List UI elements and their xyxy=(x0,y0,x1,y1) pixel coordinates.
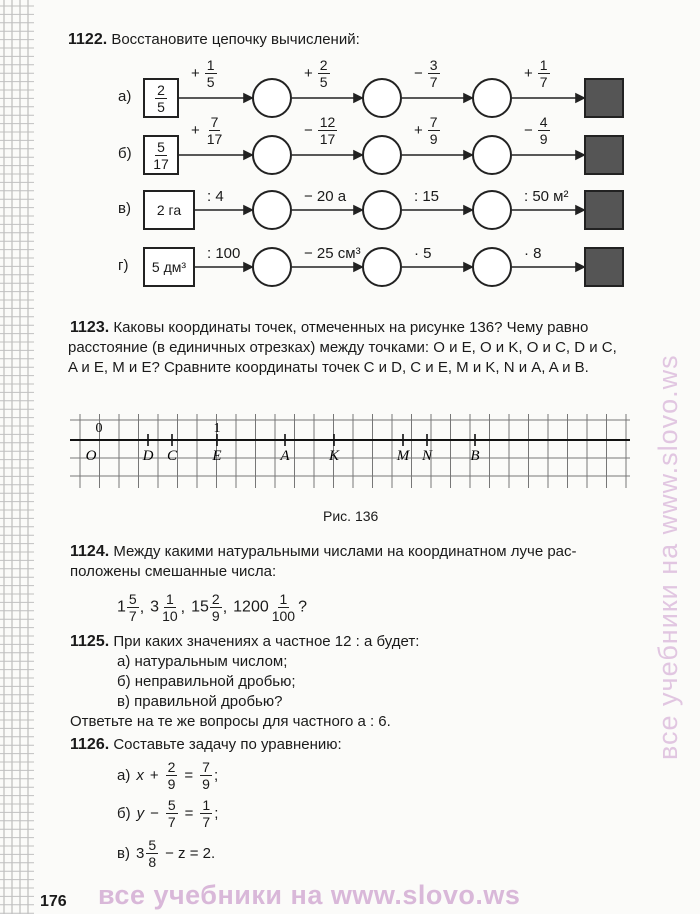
task-line: расстояние (в единичных отрезках) между точками: O и E, O и K, O и C, D и C, xyxy=(68,339,617,356)
operation-sign: − xyxy=(524,122,533,139)
task-1123 xyxy=(70,318,617,378)
empty-circle xyxy=(362,190,402,230)
fraction xyxy=(166,798,178,829)
numerator: 2 xyxy=(167,759,176,775)
end-mark: ; xyxy=(214,804,219,822)
equation xyxy=(117,838,215,869)
follow-up: Ответьте на те же вопросы для частного a : 6. xyxy=(70,713,391,730)
fraction xyxy=(205,115,225,146)
tick-zero: 0 xyxy=(95,421,103,436)
operation xyxy=(191,115,225,146)
question-mark: ? xyxy=(298,598,307,616)
numerator: 1 xyxy=(279,591,288,607)
point-label: O xyxy=(85,448,97,464)
operation: : 4 xyxy=(207,188,224,205)
equation-label: в) xyxy=(117,844,130,862)
denominator: 7 xyxy=(128,608,137,624)
fraction xyxy=(428,58,440,89)
item: б) неправильной дробью; xyxy=(117,673,296,690)
end-mark: ; xyxy=(213,766,219,784)
operation: : 50 м² xyxy=(524,188,569,205)
operation xyxy=(304,115,338,146)
answer-box xyxy=(584,135,624,175)
point-label: K xyxy=(328,448,340,464)
operation xyxy=(304,58,331,89)
numerator: 1 xyxy=(206,57,215,73)
answer-box xyxy=(584,190,624,230)
point-label: A xyxy=(280,448,290,464)
numerator: 5 xyxy=(148,837,157,853)
mixed-number-whole: 1 xyxy=(117,598,126,616)
operation xyxy=(524,115,551,146)
empty-circle xyxy=(362,78,402,118)
fraction xyxy=(166,760,178,791)
fraction xyxy=(428,115,440,146)
task-number: 1124. xyxy=(70,543,110,560)
empty-circle xyxy=(252,247,292,287)
denominator: 17 xyxy=(206,131,223,147)
operation-sign: + xyxy=(191,65,200,82)
task-1125 xyxy=(70,632,419,732)
sign: − xyxy=(150,804,159,822)
equals: = xyxy=(184,766,194,784)
mixed-number-whole: 15 xyxy=(191,598,209,616)
variable: y xyxy=(136,804,145,822)
numerator: 1 xyxy=(202,797,211,813)
row-label: г) xyxy=(118,257,129,274)
point-label: M xyxy=(396,448,410,464)
mixed-number-whole: 3 xyxy=(150,598,160,616)
task-number: 1125. xyxy=(70,633,110,650)
empty-circle xyxy=(472,78,512,118)
denominator: 8 xyxy=(148,854,157,870)
mixed-numbers xyxy=(117,592,307,623)
sign: + xyxy=(149,766,159,784)
operation: − 25 см³ xyxy=(304,245,361,262)
operation: · 8 xyxy=(524,245,542,262)
empty-circle xyxy=(362,135,402,175)
whole: 3 xyxy=(135,844,145,862)
operation-sign: − xyxy=(414,65,423,82)
fraction xyxy=(270,592,297,623)
item: в) правильной дробью? xyxy=(117,693,283,710)
fraction xyxy=(160,592,180,623)
denominator: 9 xyxy=(202,776,210,792)
task-number: 1123. xyxy=(70,319,110,336)
numerator: 7 xyxy=(429,114,438,130)
denominator: 5 xyxy=(157,98,165,115)
task-line: Между какими натуральными числами на координатном луче рас- xyxy=(113,543,577,560)
denominator: 17 xyxy=(153,155,169,172)
numerator: 7 xyxy=(202,759,210,775)
denominator: 9 xyxy=(167,776,176,792)
numerator: 5 xyxy=(157,138,165,155)
numerator: 5 xyxy=(128,591,137,607)
point-label: N xyxy=(421,448,433,464)
empty-circle xyxy=(252,190,292,230)
task-title: Составьте задачу по уравнению: xyxy=(113,736,342,753)
numerator: 2 xyxy=(319,57,328,73)
numerator: 3 xyxy=(429,57,438,73)
operation-sign: + xyxy=(524,65,533,82)
fraction xyxy=(127,592,139,623)
operation: : 15 xyxy=(414,188,440,205)
denominator: 7 xyxy=(429,74,438,90)
start-box: 2 га xyxy=(143,190,195,230)
rest: − z = 2. xyxy=(165,844,216,862)
fraction xyxy=(538,115,550,146)
empty-circle xyxy=(362,247,402,287)
numerator: 4 xyxy=(539,114,548,130)
numerator: 2 xyxy=(211,591,220,607)
fraction xyxy=(200,798,212,829)
point-label: E xyxy=(212,448,222,464)
fraction xyxy=(210,592,222,623)
denominator: 9 xyxy=(429,131,438,147)
denominator: 7 xyxy=(539,74,548,90)
start-box xyxy=(143,78,179,118)
separator: , xyxy=(222,598,228,616)
task-title: Восстановите цепочку вычислений: xyxy=(111,31,360,48)
equation-label: б) xyxy=(117,804,131,822)
numerator: 1 xyxy=(165,591,174,607)
fraction xyxy=(538,58,550,89)
row-label: б) xyxy=(118,145,132,162)
empty-circle xyxy=(252,78,292,118)
figure-caption: Рис. 136 xyxy=(323,508,379,524)
numerator: 7 xyxy=(210,114,219,130)
operation-sign: + xyxy=(304,65,313,82)
operation: · 5 xyxy=(414,245,432,262)
task-1124 xyxy=(70,542,577,582)
numerator: 2 xyxy=(157,81,165,98)
answer-box xyxy=(584,247,624,287)
empty-circle xyxy=(472,190,512,230)
task-number: 1126. xyxy=(70,736,110,753)
operation xyxy=(414,115,441,146)
equation xyxy=(117,760,218,791)
watermark-bottom: все учебники на www.slovo.ws xyxy=(98,880,521,910)
operation: − 20 а xyxy=(304,188,347,205)
denominator: 5 xyxy=(319,74,328,90)
operation xyxy=(524,58,551,89)
operation-sign: + xyxy=(414,122,423,139)
row-label: а) xyxy=(118,88,132,105)
fraction xyxy=(200,760,212,791)
numerator: 12 xyxy=(319,114,336,130)
empty-circle xyxy=(472,247,512,287)
tick-one: 1 xyxy=(213,421,221,436)
fraction xyxy=(155,83,167,114)
equals: = xyxy=(184,804,194,822)
answer-box xyxy=(584,78,624,118)
empty-circle xyxy=(472,135,512,175)
fraction xyxy=(318,115,338,146)
point-label: D xyxy=(142,448,154,464)
numerator: 5 xyxy=(167,797,176,813)
fraction xyxy=(146,838,158,869)
fraction xyxy=(151,140,171,171)
task-line: положены смешанные числа: xyxy=(70,563,277,580)
item: а) натуральным числом; xyxy=(117,653,288,670)
equation-label: а) xyxy=(117,766,131,784)
denominator: 5 xyxy=(206,74,215,90)
task-line: A и E, M и E? Сравните координаты точек C и D, C и E, M и K, N и A, A и B. xyxy=(68,359,589,376)
denominator: 17 xyxy=(319,131,336,147)
equation xyxy=(117,798,218,829)
point-label: B xyxy=(470,448,480,464)
mixed-number-whole: 1200 xyxy=(233,598,269,616)
separator: , xyxy=(139,598,145,616)
fraction xyxy=(318,58,330,89)
start-box xyxy=(143,135,179,175)
separator: , xyxy=(180,598,186,616)
denominator: 7 xyxy=(167,814,176,830)
task-line: Каковы координаты точек, отмеченных на рисунке 136? Чему равно xyxy=(113,319,589,336)
number-line-figure xyxy=(70,412,640,492)
operation xyxy=(414,58,441,89)
variable: x xyxy=(136,766,144,784)
denominator: 7 xyxy=(202,814,211,830)
task-1126-heading xyxy=(70,735,342,755)
denominator: 100 xyxy=(271,608,296,624)
task-title: При каких значениях a частное 12 : a будет: xyxy=(113,633,420,650)
operation xyxy=(191,58,218,89)
start-box: 5 дм³ xyxy=(143,247,195,287)
row-label: в) xyxy=(118,200,131,217)
operation-sign: − xyxy=(304,122,313,139)
page-number: 176 xyxy=(40,893,67,910)
operation: : 100 xyxy=(207,245,241,262)
denominator: 10 xyxy=(162,608,178,624)
fraction xyxy=(205,58,217,89)
empty-circle xyxy=(252,135,292,175)
task-number: 1122. xyxy=(68,31,108,48)
watermark-side: все учебники на www.slovo.ws xyxy=(653,354,683,760)
operation-sign: + xyxy=(191,122,200,139)
denominator: 9 xyxy=(539,131,548,147)
point-label: C xyxy=(166,448,178,464)
denominator: 9 xyxy=(211,608,220,624)
numerator: 1 xyxy=(539,57,548,73)
